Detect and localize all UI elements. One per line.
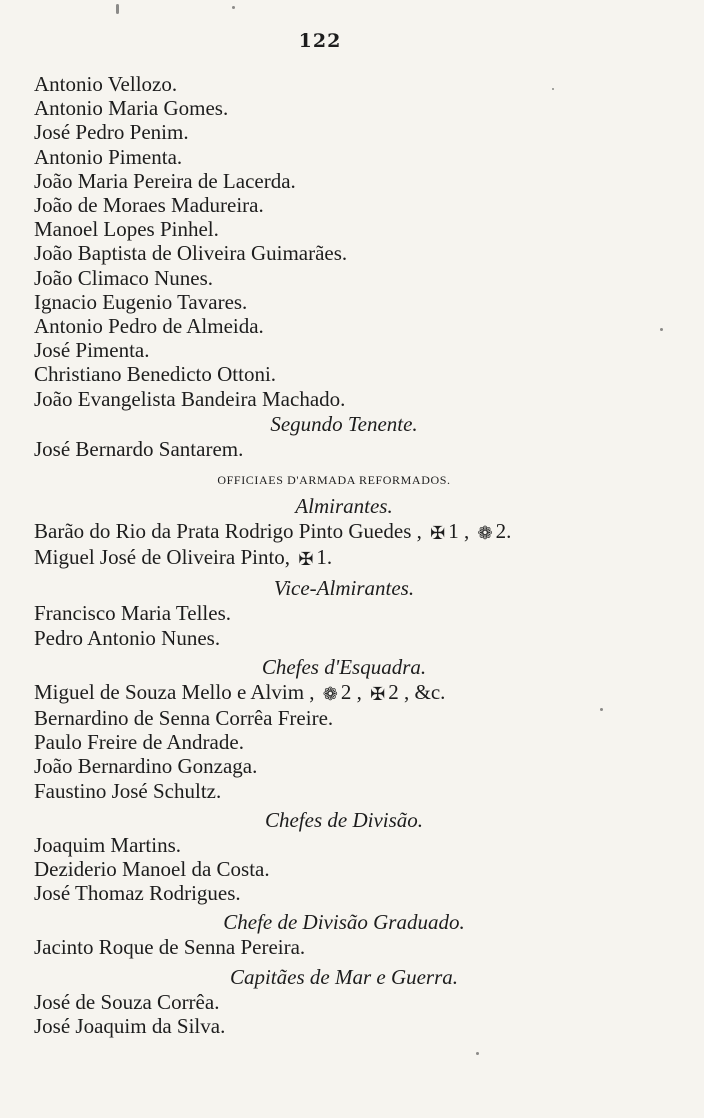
section-heading-segundo-tenente: Segundo Tenente.	[270, 411, 418, 436]
list-item: Antonio Pimenta.	[34, 144, 183, 169]
order-rosette-icon: ❁	[322, 683, 338, 704]
officer-name: Miguel José de Oliveira Pinto,	[34, 545, 291, 570]
officer-name: Barão do Rio da Prata Rodrigo Pinto Guedes ,	[34, 519, 422, 544]
section-title-reformados: OFFICIAES D'ARMADA REFORMADOS.	[217, 473, 451, 488]
officer-name: Miguel de Souza Mello e Alvim ,	[34, 679, 315, 704]
list-item: Christiano Benedicto Ottoni.	[34, 362, 277, 387]
list-item: Antonio Maria Gomes.	[34, 96, 229, 121]
section-heading-chefes-esquadra: Chefes d'Esquadra.	[261, 654, 427, 679]
list-item: Pedro Antonio Nunes.	[34, 625, 221, 650]
list-item: José Pimenta.	[34, 338, 150, 363]
section-heading-chefe-graduado: Chefe de Divisão Graduado.	[223, 910, 465, 935]
list-item: José Pedro Penim.	[34, 120, 189, 145]
list-item: João Climaco Nunes.	[34, 265, 214, 290]
list-item: Ignacio Eugenio Tavares.	[34, 289, 248, 314]
list-item: José Joaquim da Silva.	[34, 1013, 226, 1038]
list-item: Antonio Pedro de Almeida.	[34, 314, 264, 339]
decoration-number: 2 , &c.	[388, 679, 446, 704]
list-item	[34, 545, 674, 571]
list-item: João Baptista de Oliveira Guimarães.	[34, 241, 348, 266]
order-cross-icon: ✠	[430, 523, 446, 544]
section-heading-vice-almirantes: Vice-Almirantes.	[273, 576, 415, 601]
list-item: João Maria Pereira de Lacerda.	[34, 168, 296, 193]
list-item: Bernardino de Senna Corrêa Freire.	[34, 706, 334, 731]
order-cross-icon: ✠	[370, 683, 386, 704]
list-item: Joaquim Martins.	[34, 832, 181, 857]
list-item: João Bernardino Gonzaga.	[34, 754, 258, 779]
officer-list	[34, 72, 674, 411]
list-item: Faustino José Schultz.	[34, 778, 222, 803]
list-item	[34, 519, 674, 545]
list-item	[34, 680, 674, 706]
decoration-number: 2.	[495, 519, 512, 544]
decoration-number: 1 ,	[448, 519, 470, 544]
list-item: João Evangelista Bandeira Machado.	[34, 386, 346, 411]
list-item: Antonio Vellozo.	[34, 72, 178, 96]
list-item: Francisco Maria Telles.	[34, 601, 231, 626]
section-heading-chefes-divisao: Chefes de Divisão.	[264, 807, 424, 832]
order-rosette-icon: ❁	[477, 523, 493, 544]
order-cross-icon: ✠	[298, 549, 314, 570]
list-item: Jacinto Roque de Senna Pereira.	[34, 935, 306, 960]
list-item: José de Souza Corrêa.	[34, 989, 220, 1014]
section-heading-capitaes: Capitães de Mar e Guerra.	[229, 964, 459, 989]
list-item: João de Moraes Madureira.	[34, 193, 264, 218]
list-item: Paulo Freire de Andrade.	[34, 730, 244, 755]
decoration-number: 2 ,	[340, 679, 362, 704]
list-item: José Bernardo Santarem.	[34, 436, 244, 461]
list-item: Manoel Lopes Pinhel.	[34, 217, 219, 242]
list-item: José Thomaz Rodrigues.	[34, 881, 241, 906]
decoration-number: 1.	[316, 545, 333, 570]
list-item: Deziderio Manoel da Costa.	[34, 857, 270, 882]
page-number: 122	[298, 30, 342, 52]
page-content	[34, 72, 674, 1038]
section-heading-almirantes: Almirantes.	[295, 494, 393, 519]
